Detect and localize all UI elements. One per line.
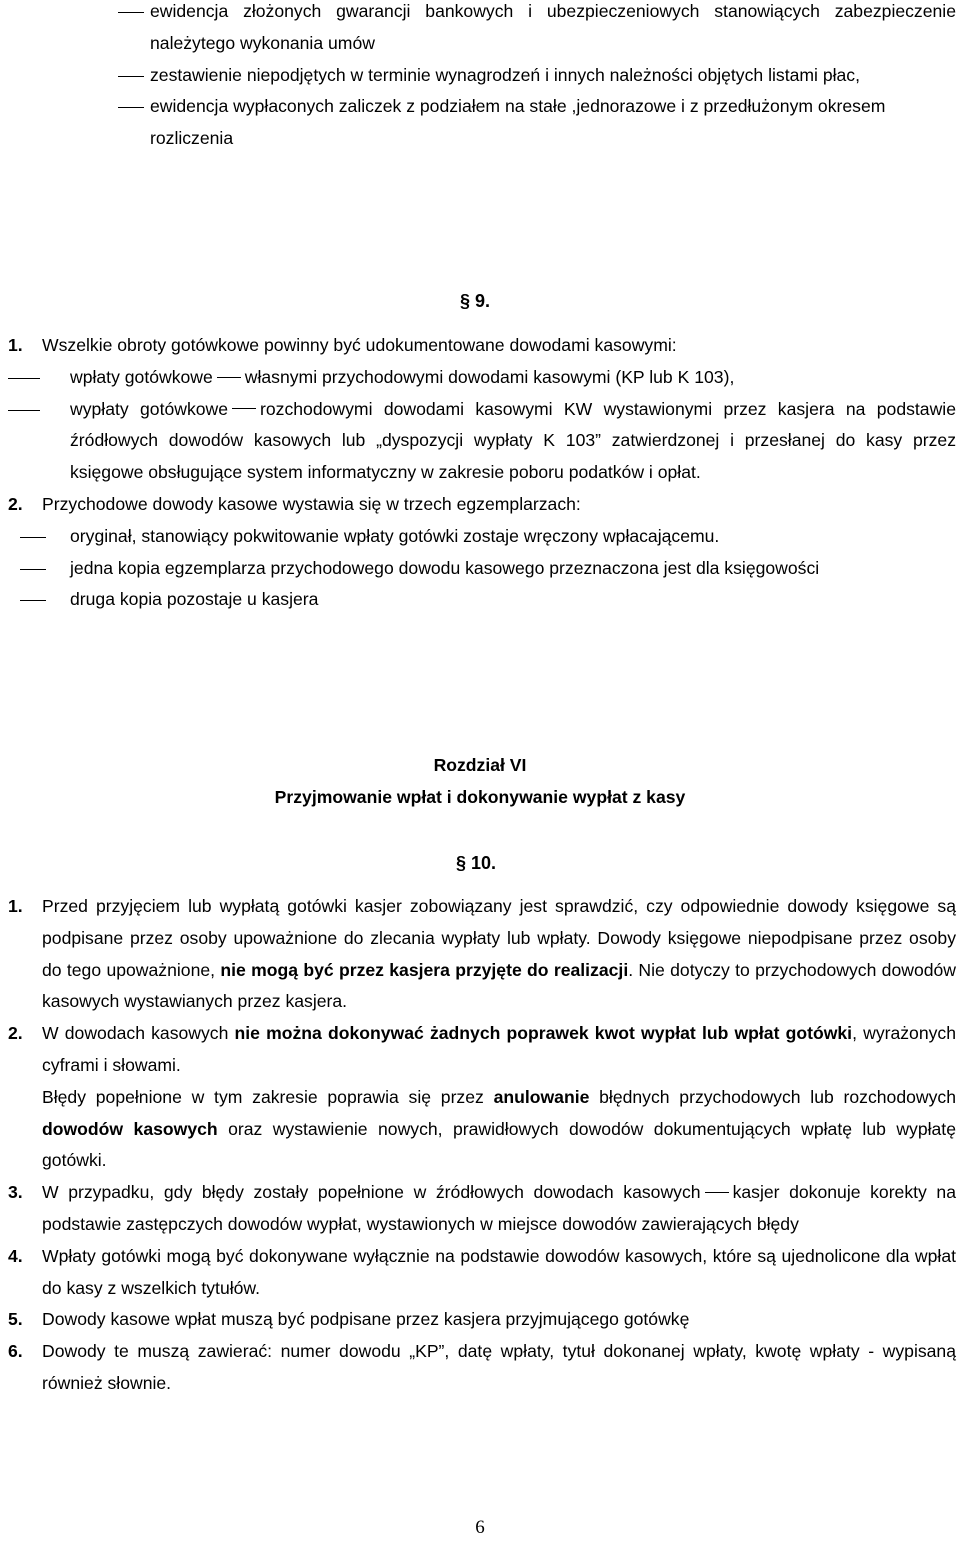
list-item-text: zestawienie niepodjętych w terminie wynagrodzeń i innych należności objętych listami płac, (150, 64, 860, 85)
paragraph-4 (0, 1241, 960, 1305)
section-10-heading: § 10. (456, 853, 497, 873)
paragraph-number: 1. (8, 896, 23, 916)
list-item-text: wpłaty gotówkowe własnymi przychodowymi dowodami kasowymi (KP lub K 103), (70, 366, 735, 387)
paragraph-2 (0, 1018, 960, 1177)
list-item (0, 521, 960, 553)
paragraph-number: 1. (8, 335, 23, 355)
paragraph-text: Dowody te muszą zawierać: numer dowodu „KP”, datę wpłaty, tytuł dokonanej wpłaty, kwotę wpłaty - wypisaną również słownie. (42, 1341, 956, 1393)
paragraph-1 (0, 891, 960, 1018)
list-item-text: ewidencja wypłaconych zaliczek z podziałem na stałe ,jednorazowe i z przedłużonym okresem rozliczenia (150, 96, 886, 149)
paragraph-number: 2. (8, 493, 23, 514)
paragraph-text: Wszelkie obroty gotówkowe powinny być udokumentowane dowodami kasowymi: (42, 335, 677, 355)
list-item-text: oryginał, stanowiący pokwitowanie wpłaty gotówki zostaje wręczony wpłacającemu. (70, 525, 720, 546)
list-item (0, 584, 960, 616)
section-9-heading: § 9. (460, 291, 491, 311)
list-item (0, 362, 960, 394)
paragraph-text: Przed przyjęciem lub wypłatą gotówki kasjer zobowiązany jest sprawdzić, czy odpowiednie dowody księgowe są podpisane przez osoby upoważnione do zlecania wypłaty lub wpłaty. Dowody księgowe niepodpisane przez osoby do tego upoważnione, nie mogą być przez kasjera przyjęte do realizacji. Nie dotyczy to przychodowych dowodów kasowych wystawianych przez kasjera. (42, 896, 957, 1012)
paragraph-number: 4. (8, 1245, 23, 1266)
chapter-subtitle: Przyjmowanie wpłat i dokonywanie wypłat z kasy (274, 787, 686, 807)
paragraph-5 (0, 1304, 960, 1336)
paragraph-3 (0, 1177, 960, 1241)
list-item-text: jedna kopia egzemplarza przychodowego dowodu kasowego przeznaczona jest dla księgowości (70, 557, 820, 578)
paragraph-text: Dowody kasowe wpłat muszą być podpisane przez kasjera przyjmującego gotówkę (42, 1309, 690, 1330)
page-number: 6 (475, 1517, 485, 1538)
paragraph-text: Przychodowe dowody kasowe wystawia się w trzech egzemplarzach: (42, 493, 581, 514)
list-item (0, 394, 960, 489)
paragraph-number: 5. (8, 1309, 23, 1330)
list-item (0, 0, 960, 60)
list-item-text: wypłaty gotówkowe rozchodowymi dowodami kasowymi KW wystawionymi przez kasjera na podstawie źródłowych dowodów kasowych lub „dyspozycji wypłaty K 103” zatwierdzonej i przesłanej do kasy przez księgowe obsługujące system informatyczny w zakresie poboru podatków i opłat. (70, 398, 956, 483)
inline-dash (232, 408, 256, 409)
list-item (0, 60, 960, 92)
paragraph-text: W dowodach kasowych nie można dokonywać żadnych poprawek kwot wypłat lub wpłat gotówki, wyrażonych cyframi i słowami. (42, 1023, 956, 1075)
paragraph-number: 2. (8, 1023, 23, 1044)
inline-dash (217, 377, 241, 378)
paragraph-2 (0, 489, 960, 521)
chapter-title: Rozdział VI (433, 755, 527, 775)
paragraph-text: Wpłaty gotówki mogą być dokonywane wyłącznie na podstawie dowodów kasowych, które są ujednolicone dla wpłat do kasy z wszelkich tytułów. (42, 1245, 956, 1298)
paragraph-text: Błędy popełnione w tym zakresie poprawia się przez anulowanie błędnych przychodowych lub rozchodowych dowodów kasowych oraz wystawienie nowych, prawidłowych dowodów dokumentujących wpłatę lub wypłatę gotówki. (42, 1086, 956, 1171)
section-9-body (0, 330, 960, 616)
list-item (0, 553, 960, 585)
section-10-body (0, 891, 960, 1400)
list-item-text: druga kopia pozostaje u kasjera (70, 589, 319, 610)
top-list (0, 0, 960, 155)
paragraph-text: W przypadku, gdy błędy zostały popełnione w źródłowych dowodach kasowych kasjer dokonuje korekty na podstawie zastępczych dowodów wypłat, wystawionych w miejsce dowodów zawierających błędy (42, 1182, 956, 1234)
inline-dash (705, 1192, 729, 1193)
paragraph-1 (0, 330, 960, 362)
list-item-text: ewidencja złożonych gwarancji bankowych i ubezpieczeniowych stanowiących zabezpieczenie należytego wykonania umów (150, 1, 956, 53)
paragraph-number: 3. (8, 1182, 23, 1203)
paragraph-6 (0, 1336, 960, 1400)
list-item (0, 91, 960, 155)
paragraph-number: 6. (8, 1341, 23, 1362)
